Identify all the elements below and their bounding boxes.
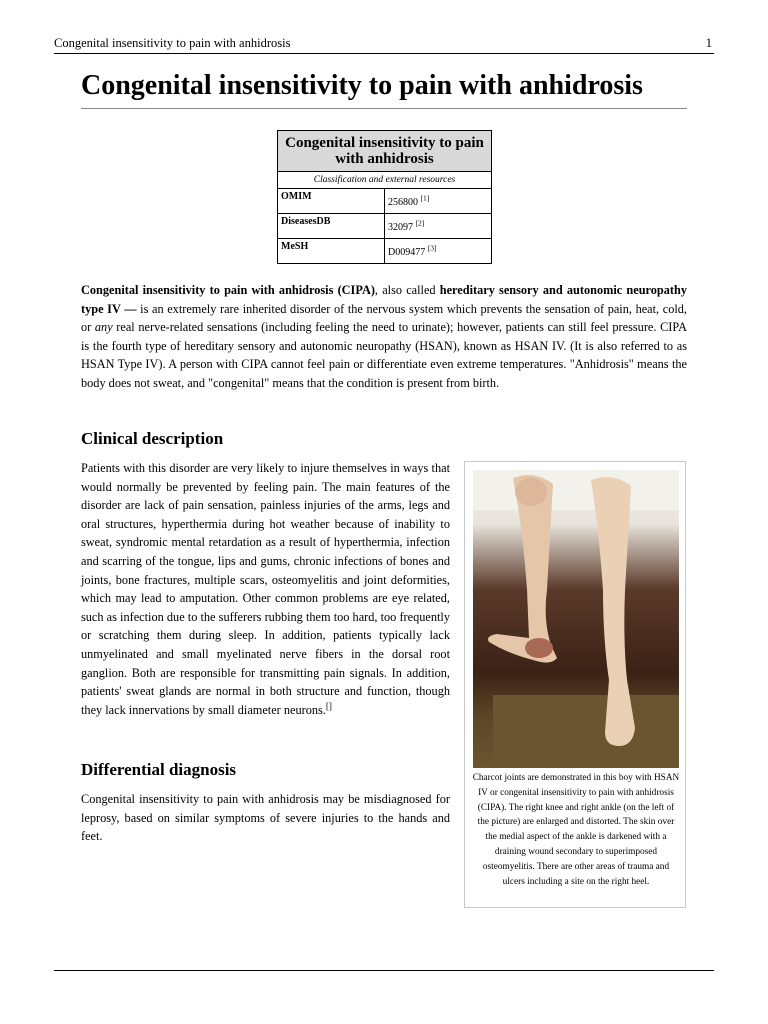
infobox-key: MeSH xyxy=(278,239,385,264)
infobox-row-mesh xyxy=(278,239,492,264)
intro-emphasis: any xyxy=(94,320,113,335)
infobox-value xyxy=(385,189,492,214)
infobox-key: DiseasesDB xyxy=(278,214,385,239)
infobox-title: Congenital insensitivity to pain with anhidrosis xyxy=(278,131,492,172)
figure-caption: Charcot joints are demonstrated in this boy with HSAN IV or congenital insensitivity to pain with anhidrosis (CIPA). The right knee and right ankle (on the left of the picture) are enlarged and distorted. The skin over the medial aspect of the ankle is darkened with a draining wound secondary to superimposed osteomyelitis. There are other areas of trauma and ulcers including a site on the right heel. xyxy=(472,773,680,887)
mesh-value: D009477 xyxy=(388,247,426,258)
intro-text-1: , also called xyxy=(374,283,440,297)
photo-illustration xyxy=(473,470,679,768)
intro-paragraph xyxy=(81,281,687,393)
omim-value: 256800 xyxy=(388,197,418,208)
reference-link[interactable]: [2] xyxy=(415,218,425,228)
clinical-text: Patients with this disorder are very likely to injure themselves in ways that would normally be prevented by feeling pain. The main features of the disorder are lack of pain sensation, painless injuries of the arms, legs and oral structures, hyperthermia during hot weather because of inability to sweat, syndromic mental retardation as a result of hyperthermia, infection and scarring of the tongue, lips and gums, chronic infections of bones and joints, bone fractures, multiple scars, osteomyelitis and joint deformities, which may lead to amputation. Other common problems are eye related, such as infection due to the sufferers rubbing them too hard, too frequently or scratching them during sleep. In addition, patients typically lack unmyelinated and small myelinated nerve fibers in the dorsal root ganglion. Both are responsible for transmitting pain signals. In addition, patients' sweat glands are normal in both structure and function, though they lack innervations by small diameter neurons. xyxy=(81,461,450,717)
figure xyxy=(464,461,686,908)
infobox-value xyxy=(385,239,492,264)
section-heading-clinical: Clinical description xyxy=(81,429,224,448)
reference-link[interactable]: [3] xyxy=(427,243,437,253)
infobox-row-omim xyxy=(278,189,492,214)
diseasesdb-value: 32097 xyxy=(388,222,413,233)
running-head-title: Congenital insensitivity to pain with anhidrosis xyxy=(54,36,291,50)
intro-text-2: is an extremely rare inherited disorder of the nervous system which prevents the sensation of pain, heat, cold, or xyxy=(81,301,687,335)
intro-text-3: real nerve-related sensations (including feeling the need to urinate); however, patients can still feel pressure. CIPA is the fourth type of hereditary sensory and autonomic neuropathy (HSAN), known as HSAN IV. (It is also referred to as HSAN Type IV). A person with CIPA cannot feel pain or differentiate even extreme temperatures. "Anhidrosis" means the body does not sweat, and "congenital" means that the condition is present from birth. xyxy=(81,320,687,390)
footer-rule xyxy=(54,970,714,971)
reference-link[interactable]: [1] xyxy=(420,193,430,203)
intro-term: Congenital insensitivity to pain with anhidrosis (CIPA) xyxy=(81,283,375,297)
infobox-value xyxy=(385,214,492,239)
patient-legs-photo xyxy=(473,470,679,768)
clinical-paragraph xyxy=(81,459,450,719)
differential-paragraph: Congenital insensitivity to pain with anhidrosis may be misdiagnosed for leprosy, based on similar symptoms of severe injuries to the hands and feet. xyxy=(81,792,450,844)
running-head xyxy=(54,36,714,54)
page-title: Congenital insensitivity to pain with anhidrosis xyxy=(81,70,687,109)
infobox-row-diseasesdb xyxy=(278,214,492,239)
page-number: 1 xyxy=(705,36,712,50)
infobox xyxy=(277,130,492,264)
reference-link[interactable]: [] xyxy=(325,700,332,711)
intro-alt-name: hereditary sensory and autonomic neuropathy type IV — xyxy=(81,283,687,316)
infobox-key: OMIM xyxy=(278,189,385,214)
infobox-subtitle: Classification and external resources xyxy=(278,172,492,189)
section-heading-differential: Differential diagnosis xyxy=(81,760,237,779)
